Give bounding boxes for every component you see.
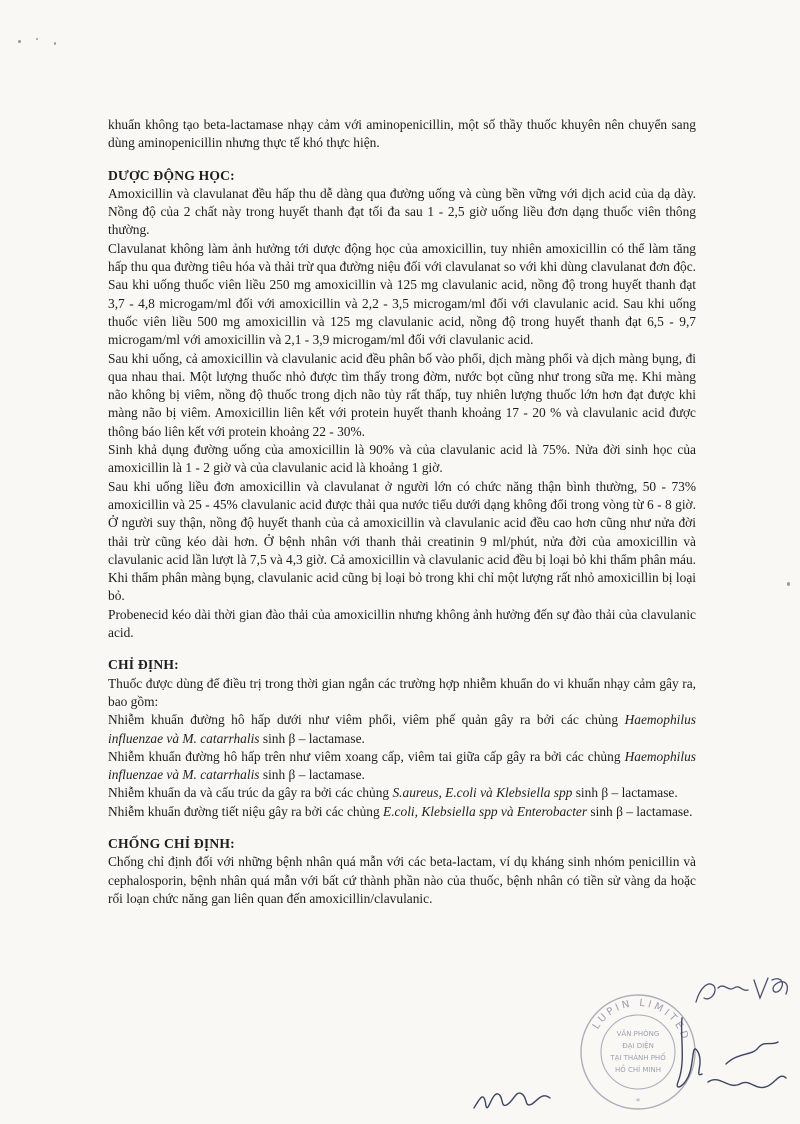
contraindications-paragraph: Chống chỉ định đối với những bệnh nhân quá mẫn với các beta-lactam, ví dụ kháng sinh nhóm penicillin và cephalosporin, bệnh nhân quá mẫn với bất cứ thành phần nào của thuốc, bệnh nhân có tiền sử vàng da hoặc rối loạn chức năng gan liên quan đến amoxicillin/clavulanic. [108,854,696,906]
pk-paragraph-6: Probenecid kéo dài thời gian đào thải của amoxicillin nhưng không ảnh hưởng đến sự đào thải của clavulanic acid. [108,606,696,641]
indication-item: Nhiễm khuẩn đường hô hấp dưới như viêm phổi, viêm phế quản gây ra bởi các chủng Haemophilus influenzae và M. catarrhalis sinh β – lactamase. [108,712,696,746]
organism-names: E.coli, Klebsiella spp và Enterobacter [383,803,588,819]
indication-item: Nhiễm khuẩn da và cấu trúc da gây ra bởi các chủng S.aureus, E.coli và Klebsiella spp sinh β – lactamase. [108,785,678,801]
pk-paragraph-3: Sau khi uống, cả amoxicillin và clavulanic acid đều phân bố vào phổi, dịch màng phổi và dịch màng bụng, đi qua nhau thai. Một lượng thuốc nhỏ được tìm thấy trong đờm, nước bọt cũng như trong sữa mẹ. Khi màng não không bị viêm, nồng độ thuốc trong dịch não tủy rất thấp, tuy nhiên lượng thuốc lớn hơn đạt được khi màng não bị viêm. Amoxicillin liên kết với protein huyết thanh khoảng 17 - 20 % và clavulanic acid được thông báo liên kết với protein khoảng 22 - 30%. [108,350,696,439]
svg-text:VĂN PHÒNG: VĂN PHÒNG [616,1030,660,1038]
pk-paragraph-4: Sinh khả dụng đường uống của amoxicillin là 90% và của clavulanic acid là 75%. Nửa đời sinh học của amoxicillin là 1 - 2 giờ và của clavulanic acid là khoảng 1 giờ. [108,442,696,476]
indications-section [108,656,696,821]
pharmacokinetics-heading: DƯỢC ĐỘNG HỌC: [108,167,235,183]
svg-text:HỒ CHÍ MINH: HỒ CHÍ MINH [614,1066,662,1074]
pharmacokinetics-section [108,167,696,643]
contraindications-section [108,835,696,908]
pk-paragraph-5: Sau khi uống liều đơn amoxicillin và clavulanat ở người lớn có chức năng thận bình thường, 50 - 73% amoxicillin và 25 - 45% clavulanic acid được thải qua nước tiểu dưới dạng không đổi trong vòng từ 6 - 8 giờ. Ở người suy thận, nồng độ huyết thanh của cả amoxicillin và clavulanic acid đều cao hơn cũng như nửa đời thải trừ cũng kéo dài hơn. Ở bệnh nhân với thanh thải creatinin 9 ml/phút, nửa đời của amoxicillin và clavulanic acid lần lượt là 7,5 và 4,3 giờ. Cả amoxicillin và clavulanic acid đều bị loại bỏ khi thẩm phân máu. Khi thẩm phân màng bụng, clavulanic acid cũng bị loại bỏ trong khi chỉ một lượng rất nhỏ amoxicillin bị loại bỏ. [108,478,696,604]
intro-paragraph: khuẩn không tạo beta-lactamase nhạy cảm với aminopenicillin, một số thầy thuốc khuyên nên chuyển sang dùng aminopenicillin nhưng thực tế khó thực hiện. [108,117,696,151]
pk-paragraph-1: Amoxicillin và clavulanat đều hấp thu dễ dàng qua đường uống và cùng bền vững với dịch acid của dạ dày. Nồng độ của 2 chất này trong huyết thanh đạt tối đa sau 1 - 2,5 giờ uống liều đơn dạng thuốc viên thông thường. [108,185,696,238]
indication-item: Nhiễm khuẩn đường hô hấp trên như viêm xoang cấp, viêm tai giữa cấp gây ra bởi các chủng Haemophilus influenzae và M. catarrhalis sinh β – lactamase. [108,748,696,783]
indications-heading: CHỈ ĐỊNH: [108,657,179,673]
svg-text:LUPIN LIMITED: LUPIN LIMITED [590,997,691,1044]
signature [668,1012,798,1116]
scan-speck [36,38,38,40]
organism-names: S.aureus, E.coli và Klebsiella spp [392,785,573,801]
pk-paragraph-2: Clavulanat không làm ảnh hưởng tới dược động học của amoxicillin, tuy nhiên amoxicillin có thể làm tăng hấp thu qua đường tiêu hóa và thải trừ qua đường niệu đối với clavulanat so với khi dùng clavulanat đơn độc. Sau khi uống thuốc viên liều 250 mg amoxicillin và 125 mg clavulanic acid, nồng độ trong huyết thanh đạt 3,7 - 4,8 microgam/ml đối với amoxicillin và 2,2 - 3,5 microgam/ml đối với clavulanic acid. Sau khi uống thuốc viên liều 500 mg amoxicillin và 125 mg clavulanic acid, nồng độ trong huyết thanh đạt 6,5 - 9,7 microgam/ml với amoxicillin và 2,1 - 3,9 microgam/ml đối với clavulanic acid. [108,240,696,348]
scan-speck [787,582,790,586]
handwritten-title [690,958,798,1014]
indications-lead: Thuốc được dùng để điều trị trong thời gian ngắn các trường hợp nhiễm khuẩn do vi khuẩn nhạy cảm gây ra, bao gồm: [108,675,696,709]
organism-names: Haemophilus influenzae và M. catarrhalis [108,748,696,783]
svg-text:TẠI THÀNH PHỐ: TẠI THÀNH PHỐ [610,1054,666,1062]
svg-text:*: * [636,1097,640,1106]
svg-text:ĐẠI DIỆN: ĐẠI DIỆN [622,1042,654,1050]
organism-names: Haemophilus influenzae và M. catarrhalis [108,712,696,746]
signature-initials [470,1080,560,1120]
contraindications-heading: CHỐNG CHỈ ĐỊNH: [108,835,235,851]
document-body [108,116,696,908]
indication-item: Nhiễm khuẩn đường tiết niệu gây ra bởi các chủng E.coli, Klebsiella spp và Enterobacter sinh β – lactamase. [108,803,693,819]
scan-speck [18,40,21,43]
scan-speck [54,42,56,45]
